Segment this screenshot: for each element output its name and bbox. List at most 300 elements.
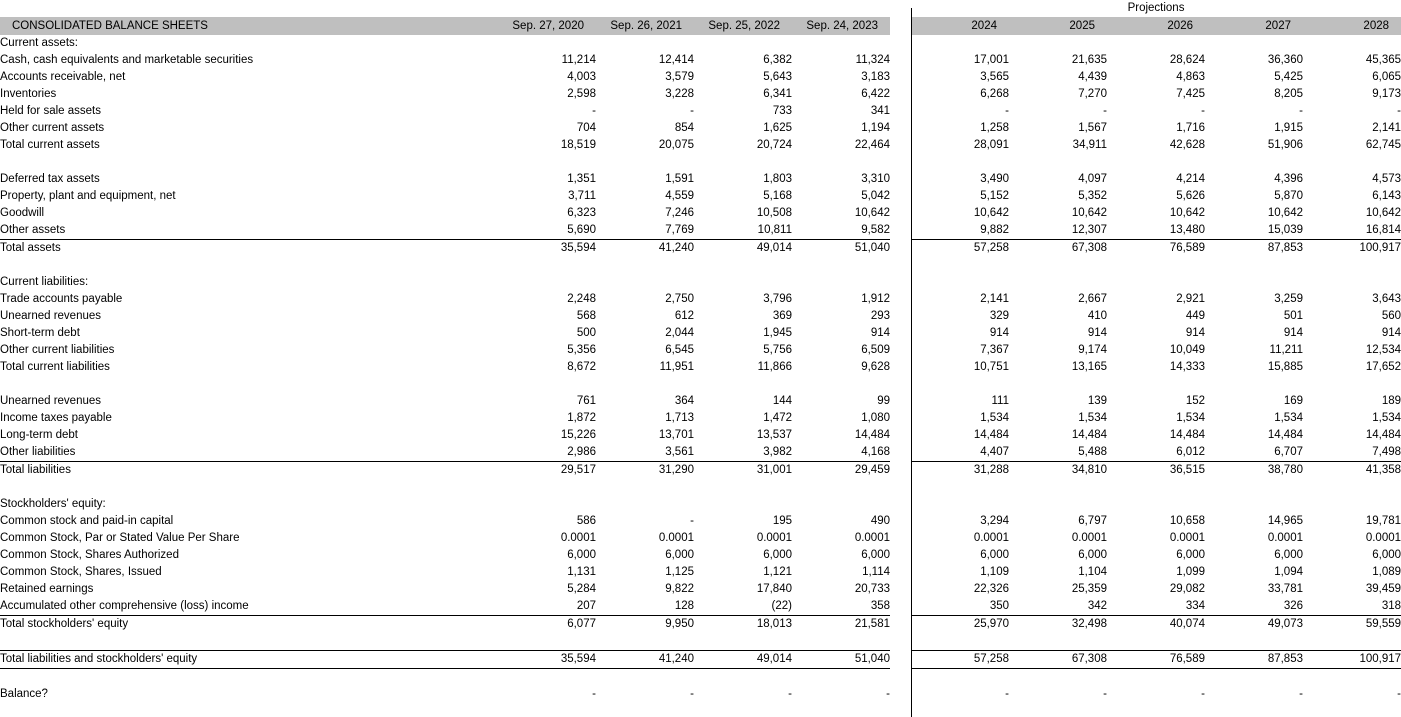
row-value: 25,359	[1071, 583, 1107, 595]
row-value: 2,750	[665, 293, 694, 305]
row-label	[0, 669, 498, 687]
row-value: 21,635	[1071, 54, 1107, 66]
spacer-row	[0, 669, 1401, 687]
gap-cell	[890, 669, 911, 687]
row-value: 3,294	[911, 513, 1009, 530]
row-value: 51,906	[1267, 139, 1303, 151]
row-value: 16,814	[1365, 224, 1401, 236]
row-value: 704	[576, 122, 596, 134]
row-value: 6,000	[1176, 549, 1205, 561]
row-value	[1107, 633, 1205, 651]
row-value: 20,724	[756, 139, 792, 151]
row-value: 41,240	[596, 240, 694, 258]
row-value: 7,769	[665, 224, 694, 236]
row-value: -	[1103, 105, 1107, 117]
row-value: 6,000	[911, 547, 1009, 564]
row-value: 6,341	[763, 88, 792, 100]
projections-label: Projections	[1127, 2, 1185, 14]
row-value	[596, 479, 694, 496]
row-value: 3,796	[763, 293, 792, 305]
row-value: 20,075	[658, 139, 694, 151]
gap-cell	[890, 137, 911, 154]
row-value: 13,165	[1071, 361, 1107, 373]
gap-cell	[890, 686, 911, 703]
table-row	[0, 598, 1401, 616]
row-value	[911, 633, 1009, 651]
row-value: 12,534	[1365, 344, 1401, 356]
row-value: 9,173	[1372, 88, 1401, 100]
column-header-3: Sep. 24, 2023	[792, 17, 890, 35]
row-value: 733	[772, 105, 792, 117]
row-value: 1,121	[763, 566, 792, 578]
row-value: 1,534	[1078, 412, 1107, 424]
row-value	[1303, 35, 1401, 52]
row-value	[1205, 633, 1303, 651]
row-value: 87,853	[1205, 240, 1303, 258]
row-value: 10,642	[1267, 207, 1303, 219]
row-value: 4,003	[567, 71, 596, 83]
row-value	[498, 274, 596, 291]
row-value: 7,425	[1176, 88, 1205, 100]
gap-cell	[890, 291, 911, 308]
row-value	[1009, 154, 1107, 171]
row-value: 5,690	[567, 224, 596, 236]
row-value	[911, 496, 1009, 513]
row-value: 22,464	[854, 139, 890, 151]
row-value: 5,352	[1078, 190, 1107, 202]
row-label: Common stock and paid-in capital	[0, 515, 174, 527]
table-row	[0, 462, 1401, 480]
gap-cell	[890, 462, 911, 480]
row-value: 5,870	[1274, 190, 1303, 202]
row-value: 1,089	[1372, 566, 1401, 578]
column-header-2: Sep. 25, 2022	[694, 17, 792, 35]
row-value: 39,459	[1365, 583, 1401, 595]
row-value	[792, 154, 890, 171]
row-value: 189	[1381, 395, 1401, 407]
row-value: 21,581	[792, 616, 890, 634]
column-header-row	[0, 17, 1401, 35]
row-value	[1107, 274, 1205, 291]
row-value: -	[690, 515, 694, 527]
row-value: 8,205	[1274, 88, 1303, 100]
row-value: 32,498	[1009, 616, 1107, 634]
table-row	[0, 530, 1401, 547]
row-value: 0.0001	[658, 532, 694, 544]
row-value: 4,573	[1372, 173, 1401, 185]
row-value	[1303, 496, 1401, 513]
spacer-row	[0, 633, 1401, 651]
table-row	[0, 188, 1401, 205]
row-value	[498, 257, 596, 274]
gap-cell	[890, 86, 911, 103]
column-header-8: 2028	[1303, 17, 1401, 35]
row-value: 1,114	[862, 566, 890, 578]
row-label: Other liabilities	[0, 446, 76, 458]
row-value: 1,716	[1176, 122, 1205, 134]
row-value: 35,594	[498, 240, 596, 258]
row-value: 87,853	[1205, 651, 1303, 669]
row-value: 334	[1185, 600, 1205, 612]
row-value: 914	[1283, 327, 1303, 339]
row-value: 1,131	[567, 566, 596, 578]
table-row	[0, 205, 1401, 222]
page-title: CONSOLIDATED BALANCE SHEETS	[0, 17, 498, 35]
row-value	[1009, 633, 1107, 651]
gap-cell	[890, 513, 911, 530]
row-value: 1,351	[567, 173, 596, 185]
row-value: 4,168	[861, 446, 890, 458]
row-value: 10,642	[911, 205, 1009, 222]
table-row	[0, 496, 1401, 513]
row-value: 111	[911, 393, 1009, 410]
row-label: Property, plant and equipment, net	[0, 190, 176, 202]
table-row	[0, 410, 1401, 427]
row-value: 341	[870, 105, 890, 117]
row-value: 500	[576, 327, 596, 339]
gap-cell	[890, 651, 911, 669]
row-label: Other current liabilities	[0, 344, 115, 356]
row-value: 100,917	[1303, 240, 1401, 258]
table-row	[0, 359, 1401, 376]
row-value	[1205, 496, 1303, 513]
row-value: 612	[674, 310, 694, 322]
row-value: 11,951	[659, 361, 694, 373]
row-value: 329	[911, 308, 1009, 325]
row-value: 100,917	[1303, 651, 1401, 669]
table-row	[0, 69, 1401, 86]
row-value: -	[1201, 688, 1205, 700]
row-value: 0.0001	[1267, 532, 1303, 544]
row-value	[596, 35, 694, 52]
row-value: 49,014	[694, 651, 792, 669]
row-label	[0, 376, 498, 393]
row-value: -	[1103, 688, 1107, 700]
row-value: 67,308	[1009, 651, 1107, 669]
gap-cell	[890, 35, 911, 52]
row-value	[911, 479, 1009, 496]
row-value: 7,367	[911, 342, 1009, 359]
row-value: 501	[1283, 310, 1303, 322]
row-value: 10,508	[756, 207, 792, 219]
row-value: 1,713	[665, 412, 694, 424]
row-value: 5,284	[567, 583, 596, 595]
row-value: 914	[911, 325, 1009, 342]
row-value: 3,183	[861, 71, 890, 83]
row-value: 14,484	[1267, 429, 1303, 441]
row-value: 31,288	[911, 462, 1009, 480]
row-value: 17,001	[911, 52, 1009, 69]
row-value: 13,537	[756, 429, 792, 441]
row-value: 33,781	[1267, 583, 1303, 595]
row-value	[1107, 257, 1205, 274]
row-value: 15,226	[560, 429, 596, 441]
row-value: 914	[1087, 327, 1107, 339]
row-value: 18,519	[560, 139, 596, 151]
row-value: -	[1397, 688, 1401, 700]
table-row	[0, 137, 1401, 154]
row-value: 0.0001	[1071, 532, 1107, 544]
row-value: 1,094	[1274, 566, 1303, 578]
row-value: 29,459	[792, 462, 890, 480]
row-value: 3,259	[1274, 293, 1303, 305]
row-value: 1,872	[567, 412, 596, 424]
row-value: 9,628	[861, 361, 890, 373]
row-value: 3,565	[911, 69, 1009, 86]
row-label: Income taxes payable	[0, 412, 112, 424]
row-label: Short-term debt	[0, 327, 80, 339]
gap-cell	[890, 257, 911, 274]
row-value: 3,490	[911, 171, 1009, 188]
row-label: Accumulated other comprehensive (loss) income	[0, 600, 249, 612]
row-value: 5,626	[1176, 190, 1205, 202]
row-value: 0.0001	[1365, 532, 1401, 544]
row-value	[1009, 376, 1107, 393]
row-value: -	[1201, 105, 1205, 117]
row-value	[694, 669, 792, 687]
row-value: 1,534	[911, 410, 1009, 427]
row-value	[792, 35, 890, 52]
row-value: 1,104	[1078, 566, 1107, 578]
gap-cell	[890, 410, 911, 427]
spacer-row	[0, 257, 1401, 274]
row-value: -	[1299, 688, 1303, 700]
row-value	[596, 257, 694, 274]
table-row	[0, 222, 1401, 240]
row-value	[911, 154, 1009, 171]
row-label: Retained earnings	[0, 583, 94, 595]
row-label: Total liabilities and stockholders' equity	[0, 651, 498, 669]
row-label: Cash, cash equivalents and marketable securities	[0, 54, 254, 66]
row-value	[911, 376, 1009, 393]
row-value	[1107, 154, 1205, 171]
row-value: 3,579	[665, 71, 694, 83]
row-value: (22)	[771, 600, 792, 612]
row-value: 10,642	[1169, 207, 1205, 219]
row-value: 326	[1283, 600, 1303, 612]
row-value: 49,073	[1205, 616, 1303, 634]
row-value: 6,509	[861, 344, 890, 356]
gap-cell	[890, 222, 911, 240]
row-value: 6,268	[911, 86, 1009, 103]
row-value	[792, 479, 890, 496]
row-value: 449	[1185, 310, 1205, 322]
row-value: 5,168	[763, 190, 792, 202]
row-label: Total liabilities	[0, 462, 498, 480]
row-value: -	[911, 686, 1009, 703]
column-header-7: 2027	[1205, 17, 1303, 35]
row-label: Common Stock, Par or Stated Value Per Share	[0, 532, 240, 544]
gap-cell	[890, 444, 911, 462]
row-value	[1009, 496, 1107, 513]
row-value: 0.0001	[854, 532, 890, 544]
row-value	[792, 257, 890, 274]
row-value: 28,091	[911, 137, 1009, 154]
row-value: 6,323	[567, 207, 596, 219]
gap-cell	[890, 496, 911, 513]
row-value: -	[1299, 105, 1303, 117]
row-value: 1,534	[1176, 412, 1205, 424]
row-label: Stockholders' equity:	[0, 498, 106, 510]
row-value: 1,625	[763, 122, 792, 134]
gap-cell	[890, 240, 911, 258]
gap-cell	[890, 171, 911, 188]
row-value: 2,921	[1176, 293, 1205, 305]
row-value: 410	[1087, 310, 1107, 322]
row-value	[1009, 669, 1107, 687]
row-value: 14,484	[911, 427, 1009, 444]
row-label: Accounts receivable, net	[0, 71, 126, 83]
row-value: 9,822	[665, 583, 694, 595]
row-value: 42,628	[1169, 139, 1205, 151]
row-value: 12,307	[1071, 224, 1107, 236]
row-label	[0, 257, 498, 274]
row-value: 5,488	[1078, 446, 1107, 458]
row-label	[0, 633, 498, 651]
row-value	[1205, 479, 1303, 496]
row-value: 1,803	[763, 173, 792, 185]
table-row	[0, 342, 1401, 359]
row-label: Goodwill	[0, 207, 45, 219]
row-value: -	[1397, 105, 1401, 117]
header-spacer	[0, 0, 911, 17]
row-value: 0.0001	[911, 530, 1009, 547]
row-value	[1009, 274, 1107, 291]
row-value: 36,360	[1267, 54, 1303, 66]
row-value: -	[690, 688, 694, 700]
row-value	[694, 35, 792, 52]
row-value: 3,561	[665, 446, 694, 458]
row-value: 18,013	[694, 616, 792, 634]
gap-cell	[890, 274, 911, 291]
row-value: 6,382	[763, 54, 792, 66]
row-value: 6,000	[665, 549, 694, 561]
gap-cell	[890, 103, 911, 120]
gap-cell	[890, 325, 911, 342]
table-row	[0, 120, 1401, 137]
row-value: 22,326	[911, 581, 1009, 598]
row-value: 31,001	[694, 462, 792, 480]
row-value: 76,589	[1107, 240, 1205, 258]
row-value: 8,672	[567, 361, 596, 373]
row-label: Unearned revenues	[0, 310, 102, 322]
column-header-0: Sep. 27, 2020	[498, 17, 596, 35]
row-value: 14,484	[1071, 429, 1107, 441]
row-value: 854	[674, 122, 694, 134]
row-value: 318	[1381, 600, 1401, 612]
row-value: -	[592, 105, 596, 117]
row-label	[0, 154, 498, 171]
gap-cell	[890, 342, 911, 359]
row-value	[694, 633, 792, 651]
row-value: 128	[674, 600, 694, 612]
row-value: 761	[576, 395, 596, 407]
row-label: Current liabilities:	[0, 276, 89, 288]
row-value: 914	[870, 327, 890, 339]
row-value	[1303, 376, 1401, 393]
row-value: 5,152	[911, 188, 1009, 205]
row-value	[1205, 35, 1303, 52]
row-value: 12,414	[658, 54, 694, 66]
gap-cell	[890, 479, 911, 496]
row-value: 1,567	[1078, 122, 1107, 134]
row-value: 3,228	[665, 88, 694, 100]
row-value: 6,000	[1274, 549, 1303, 561]
row-value	[694, 479, 792, 496]
row-value: 10,642	[1365, 207, 1401, 219]
row-value: 29,082	[1169, 583, 1205, 595]
row-value: 1,194	[861, 122, 890, 134]
row-value: 31,290	[596, 462, 694, 480]
table-row	[0, 513, 1401, 530]
projections-divider	[911, 8, 912, 717]
row-value: 0.0001	[756, 532, 792, 544]
row-value: 7,246	[665, 207, 694, 219]
row-value: 4,559	[665, 190, 694, 202]
gap-cell	[890, 393, 911, 410]
gap-cell	[890, 564, 911, 581]
row-value: 4,863	[1176, 71, 1205, 83]
row-value: 36,515	[1107, 462, 1205, 480]
row-value	[792, 669, 890, 687]
row-value: 51,040	[792, 651, 890, 669]
row-label: Deferred tax assets	[0, 173, 100, 185]
row-value: 49,014	[694, 240, 792, 258]
row-value	[1205, 257, 1303, 274]
table-row	[0, 325, 1401, 342]
row-value: 11,211	[1269, 344, 1303, 356]
row-label: Common Stock, Shares Authorized	[0, 549, 179, 561]
table-row	[0, 103, 1401, 120]
row-value: 6,000	[567, 549, 596, 561]
table-row	[0, 291, 1401, 308]
row-value: 3,643	[1372, 293, 1401, 305]
row-value: 76,589	[1107, 651, 1205, 669]
row-label: Other current assets	[0, 122, 105, 134]
gap-cell	[890, 376, 911, 393]
row-value	[498, 154, 596, 171]
row-value: 1,109	[911, 564, 1009, 581]
row-value	[911, 274, 1009, 291]
row-value	[911, 669, 1009, 687]
row-value: 195	[772, 515, 792, 527]
row-value: 139	[1087, 395, 1107, 407]
gap-cell	[890, 616, 911, 634]
row-value	[498, 669, 596, 687]
row-value	[694, 274, 792, 291]
row-value: 0.0001	[1169, 532, 1205, 544]
row-value: 10,811	[757, 224, 792, 236]
row-value: 6,545	[665, 344, 694, 356]
row-value: 57,258	[911, 240, 1009, 258]
row-value	[694, 496, 792, 513]
table-row	[0, 564, 1401, 581]
row-value: 34,810	[1009, 462, 1107, 480]
row-label: Common Stock, Shares, Issued	[0, 566, 162, 578]
table-row	[0, 86, 1401, 103]
row-value: 1,099	[1176, 566, 1205, 578]
row-value	[1303, 669, 1401, 687]
spacer-row	[0, 154, 1401, 171]
row-value	[1205, 669, 1303, 687]
row-value	[1009, 257, 1107, 274]
table-row	[0, 581, 1401, 598]
row-value	[498, 376, 596, 393]
row-value	[1303, 633, 1401, 651]
row-value: 1,258	[911, 120, 1009, 137]
row-value: 0.0001	[560, 532, 596, 544]
row-value: 568	[576, 310, 596, 322]
